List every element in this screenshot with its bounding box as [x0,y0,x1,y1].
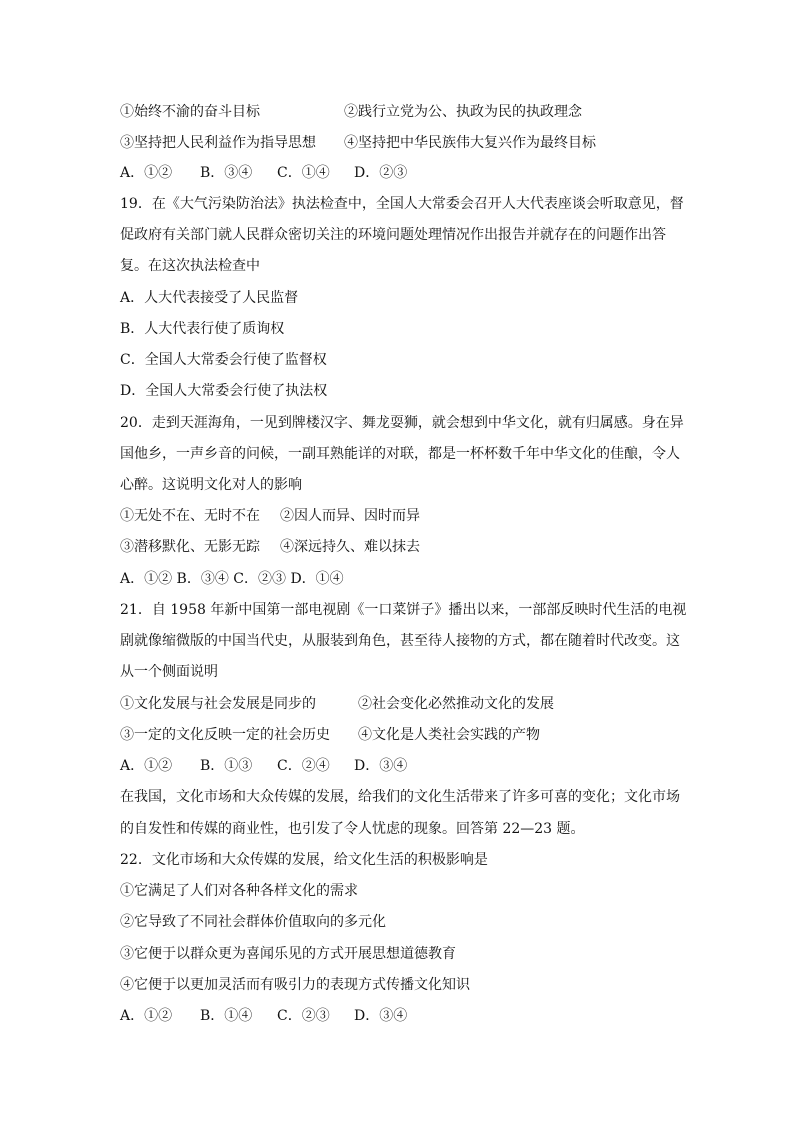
q20-option-2: ②因人而异、因时而异 [280,508,420,524]
q19-option-c: C．全国人大常委会行使了监督权 [120,352,327,368]
q18-option-4: ④坚持把中华民族伟大复兴作为最终目标 [344,135,596,151]
q21-option-3: ③一定的文化反映一定的社会历史 [120,727,330,743]
q18-answer-choices [120,163,680,183]
q21-stem-line-2: 剧就像缩微版的中国当代史，从服装到角色，甚至待人接物的方式，都在随着时代改变。这 [120,633,680,649]
q18-options-row-2 [120,133,680,153]
q22-answer-c: C．②③ [277,1008,330,1024]
q19-stem-line-3: 复。在这次执法检查中 [120,258,260,274]
q18-answer-b: B．③④ [200,165,253,181]
q20-option-3: ③潜移默化、无影无踪 [120,539,260,555]
q19-option-d: D．全国人大常委会行使了执法权 [120,383,328,399]
q20-options-row-1 [120,506,680,526]
q22-option-3: ③它便于以群众更为喜闻乐见的方式开展思想道德教育 [120,946,456,962]
q19-stem-line-1: 19．在《大气污染防治法》执法检查中，全国人大常委会召开人大代表座谈会听取意见，督 [120,196,684,212]
q18-option-2: ②践行立党为公、执政为民的执政理念 [344,104,582,120]
q20-stem-line-2: 国他乡，一声乡音的问候，一副耳熟能详的对联，都是一杯杯数千年中华文化的佳酿，令人 [120,446,680,462]
q21-option-1: ①文化发展与社会发展是同步的 [120,696,316,712]
q20-option-4: ④深远持久、难以抹去 [280,539,420,555]
q21-option-4: ④文化是人类社会实践的产物 [358,727,540,743]
q20-stem-line-1: 20．走到天涯海角，一见到牌楼汉字、舞龙耍狮，就会想到中华文化，就有归属感。身在异 [120,415,684,431]
q21-options-row-2 [120,725,680,745]
q20-answer-choices: A．①② B．③④ C．②③ D．①④ [120,571,344,587]
q22-stem: 22．文化市场和大众传媒的发展，给文化生活的积极影响是 [120,852,488,868]
intro-line-2: 的自发性和传媒的商业性，也引发了令人忧虑的现象。回答第 22—23 题。 [120,821,585,837]
q22-answer-choices [120,1006,680,1026]
q22-option-1: ①它满足了人们对各种各样文化的需求 [120,883,358,899]
q21-stem-line-1: 21．自 1958 年新中国第一部电视剧《一口菜饼子》播出以来，一部部反映时代生活的电视 [120,602,687,618]
q18-option-3: ③坚持把人民利益作为指导思想 [120,135,316,151]
q18-answer-d: D．②③ [354,165,408,181]
q22-option-2: ②它导致了不同社会群体价值取向的多元化 [120,914,386,930]
intro-line-1: 在我国，文化市场和大众传媒的发展，给我们的文化生活带来了许多可喜的变化；文化市场 [120,789,680,805]
q20-options-row-2 [120,537,680,557]
q18-answer-c: C．①④ [277,165,330,181]
q22-option-4: ④它便于以更加灵活而有吸引力的表现方式传播文化知识 [120,977,470,993]
q21-option-2: ②社会变化必然推动文化的发展 [358,696,554,712]
q19-stem-line-2: 促政府有关部门就人民群众密切关注的环境问题处理情况作出报告并就存在的问题作出答 [120,227,666,243]
q19-option-a: A．人大代表接受了人民监督 [120,290,299,306]
q21-answer-c: C．②④ [277,758,330,774]
q20-option-1: ①无处不在、无时不在 [120,508,260,524]
q21-answer-d: D．③④ [354,758,408,774]
q21-answer-choices [120,756,680,776]
q20-stem-line-3: 心醉。这说明文化对人的影响 [120,477,302,493]
q18-option-1: ①始终不渝的奋斗目标 [120,104,260,120]
q21-answer-b: B．①③ [200,758,253,774]
q22-answer-b: B．①④ [200,1008,253,1024]
q22-answer-a: A．①② [120,1008,173,1024]
q21-answer-a: A．①② [120,758,173,774]
q21-stem-line-3: 从一个侧面说明 [120,664,218,680]
q19-option-b: B．人大代表行使了质询权 [120,321,285,337]
q18-options-row-1 [120,102,680,122]
q22-answer-d: D．③④ [354,1008,408,1024]
q18-answer-a: A．①② [120,165,173,181]
q21-options-row-1 [120,694,680,714]
